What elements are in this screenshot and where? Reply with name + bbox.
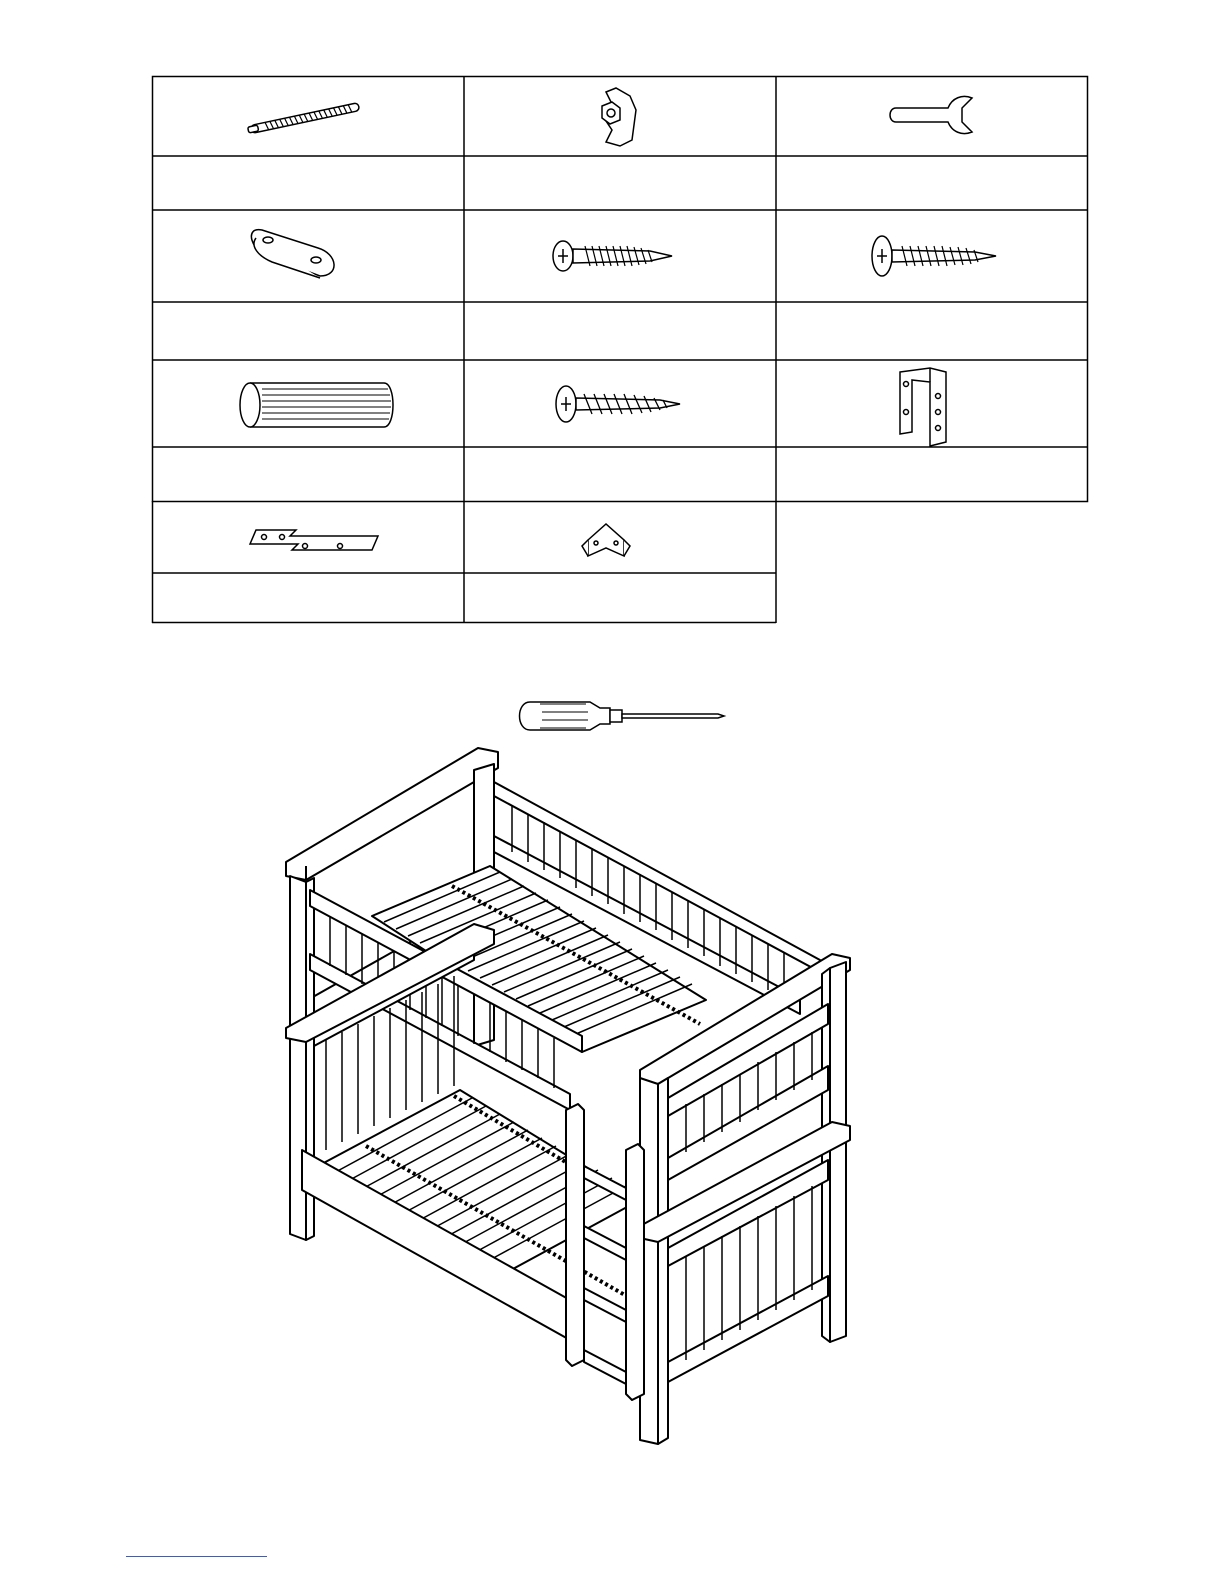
slat-strap-icon [250, 530, 378, 550]
wrench-icon [890, 96, 972, 133]
bunk-bed-assembled-icon [286, 748, 850, 1444]
footer-link-underline [126, 1556, 267, 1557]
wood-screw-icon [553, 241, 672, 271]
right-far-post [830, 962, 846, 1342]
threaded-bolt-icon [247, 103, 359, 134]
u-bracket-icon [900, 368, 946, 446]
barrel-nut-icon [602, 88, 636, 146]
drywall-screw-icon [872, 236, 996, 276]
back-left-post-cap [286, 748, 498, 880]
wooden-dowel-icon [240, 383, 393, 427]
corner-cap-icon [582, 524, 630, 556]
coarse-screw-icon [556, 386, 680, 422]
screwdriver-icon [520, 702, 725, 730]
ladder [566, 1104, 644, 1400]
flat-washer-plate-icon [251, 230, 334, 278]
